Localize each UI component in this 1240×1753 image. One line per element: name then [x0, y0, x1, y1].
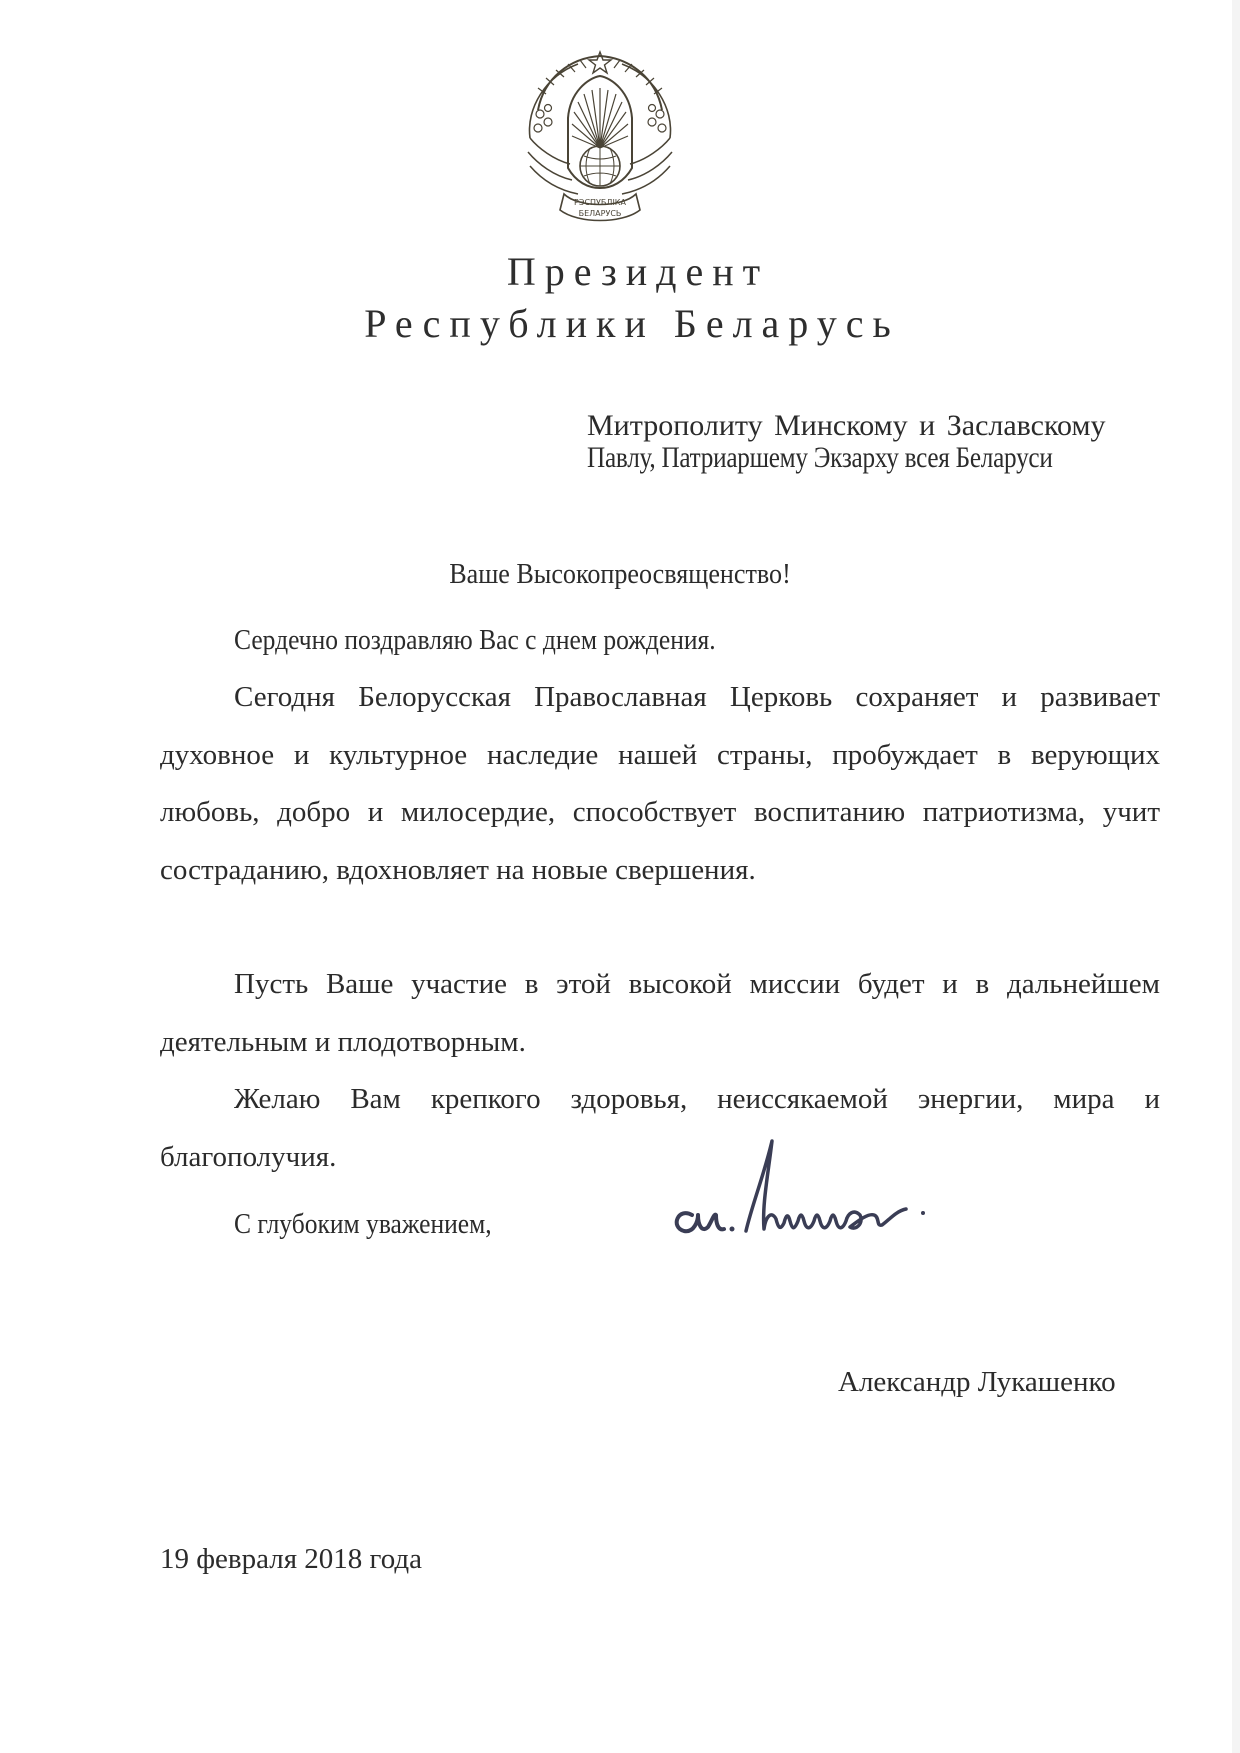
addressee-block	[587, 410, 1141, 474]
svg-text:БЕЛАРУСЬ: БЕЛАРУСЬ	[578, 209, 622, 218]
letterhead-title-president: Президент	[506, 249, 770, 294]
body-paragraph-3	[160, 956, 1160, 1071]
handwritten-signature-icon	[668, 1135, 1018, 1250]
belarus-state-emblem-icon	[508, 48, 692, 226]
svg-text:РЭСПУБЛІКА: РЭСПУБЛІКА	[574, 198, 626, 207]
letter-date: 19 февраля 2018 года	[160, 1543, 423, 1575]
closing-phrase	[234, 1208, 527, 1241]
addressee-line-1: Митрополиту Минскому и Заславскому	[587, 409, 1106, 442]
body-paragraph-2	[160, 669, 1160, 899]
paragraph-text: Пусть Ваше участие в этой высокой миссии будет и в дальнейшем деятельным и плодотворным.	[160, 968, 1160, 1058]
signer-name: Александр Лукашенко	[838, 1366, 1116, 1398]
salutation: Ваше Высокопреосвященство!	[449, 558, 791, 590]
addressee-line-2: Павлу, Патриаршему Экзарху всея Беларуси	[587, 441, 1053, 474]
letterhead-title-republic: Республики Беларусь	[364, 301, 900, 346]
closing-text: С глубоким уважением,	[234, 1208, 492, 1240]
paragraph-text: Сегодня Белорусская Православная Церковь сохраняет и развивает духовное и культурное наследие нашей страны, пробуждает в верующих любовь, добро и милосердие, способствует воспитанию патриотизма, учит состраданию, вдохновляет на новые свершения.	[160, 681, 1160, 886]
body-paragraph-1	[160, 612, 1160, 670]
paragraph-text: Сердечно поздравляю Вас с днем рождения.	[234, 624, 716, 656]
paragraph-text: Желаю Вам крепкого здоровья, неиссякаемой энергии, мира и благополучия.	[160, 1083, 1160, 1173]
